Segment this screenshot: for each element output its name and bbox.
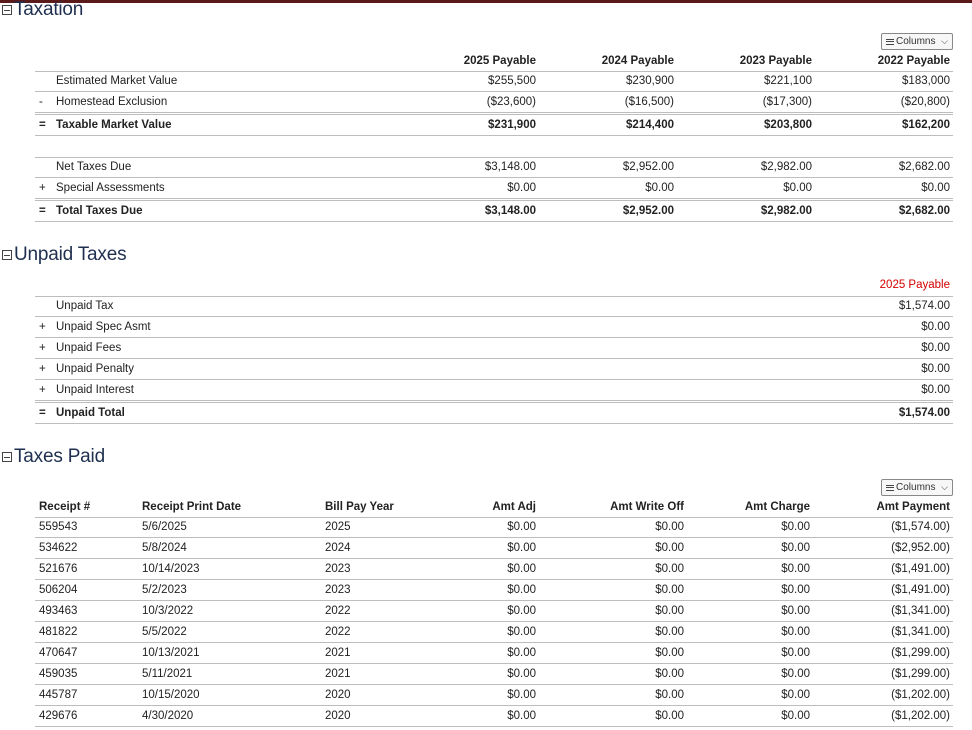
operator-symbol: = <box>39 205 46 217</box>
row-value: 10/14/2023 <box>142 563 200 575</box>
operator-symbol: - <box>39 96 43 108</box>
collapse-icon[interactable] <box>2 250 12 260</box>
row-value: $0.00 <box>781 542 810 554</box>
row-label: Special Assessments <box>56 182 165 194</box>
paid-column-header[interactable]: Amt Write Off <box>610 501 684 513</box>
row-value: $0.00 <box>655 689 684 701</box>
row-value: 2020 <box>325 689 351 701</box>
row-value: $0.00 <box>655 710 684 722</box>
row-value: $0.00 <box>781 584 810 596</box>
operator-symbol: + <box>39 363 46 375</box>
row-value: $0.00 <box>781 710 810 722</box>
row-value: $0.00 <box>655 668 684 680</box>
unpaid-column-header: 2025 Payable <box>879 279 950 291</box>
row-value: 429676 <box>39 710 78 722</box>
table-row <box>35 403 953 423</box>
row-value: 2022 <box>325 605 351 617</box>
row-value: ($2,952.00) <box>891 542 950 554</box>
row-value: 459035 <box>39 668 78 680</box>
row-value: 5/8/2024 <box>142 542 187 554</box>
row-value: ($17,300) <box>762 96 812 108</box>
row-value: $0.00 <box>781 626 810 638</box>
chevron-down-icon: ⌵ <box>941 36 948 46</box>
taxation-columns-button[interactable] <box>881 33 953 50</box>
table-row <box>35 178 953 198</box>
row-value: 506204 <box>39 584 78 596</box>
row-value: ($20,800) <box>900 96 950 108</box>
row-value: $0.00 <box>507 626 536 638</box>
row-label: Homestead Exclusion <box>56 96 168 108</box>
operator-symbol: + <box>39 182 46 194</box>
row-value: $230,900 <box>626 75 674 87</box>
taxation-title: Taxation <box>14 0 84 20</box>
row-value: $0.00 <box>781 689 810 701</box>
row-value: 534622 <box>39 542 78 554</box>
row-label: Total Taxes Due <box>56 205 143 217</box>
row-value: 10/3/2022 <box>142 605 194 617</box>
row-value: 445787 <box>39 689 78 701</box>
row-value: $0.00 <box>655 626 684 638</box>
paid-column-header[interactable]: Amt Adj <box>492 501 536 513</box>
row-value: $0.00 <box>921 321 950 333</box>
row-value: 5/5/2022 <box>142 626 187 638</box>
table-row <box>0 685 972 705</box>
table-row <box>35 317 953 337</box>
row-value: 2022 <box>325 626 351 638</box>
row-divider <box>35 112 953 113</box>
paid-section-header[interactable] <box>0 446 105 468</box>
row-value: $0.00 <box>921 342 950 354</box>
taxation-column-header[interactable]: 2023 Payable <box>739 55 812 67</box>
collapse-icon[interactable] <box>2 452 12 462</box>
row-value: 2024 <box>325 542 351 554</box>
operator-symbol: = <box>39 119 46 131</box>
taxation-section-header[interactable] <box>0 0 83 21</box>
table-row <box>0 664 972 684</box>
table-row <box>35 71 953 91</box>
row-divider <box>35 135 953 136</box>
row-value: $1,574.00 <box>898 407 950 419</box>
row-value: $2,682.00 <box>898 161 950 173</box>
table-row <box>0 601 972 621</box>
table-row <box>0 643 972 663</box>
unpaid-title: Unpaid Taxes <box>14 244 127 265</box>
row-value: $0.00 <box>921 363 950 375</box>
row-value: $0.00 <box>645 182 674 194</box>
table-row <box>35 92 953 112</box>
row-label: Unpaid Fees <box>56 342 122 354</box>
row-value: $0.00 <box>921 182 950 194</box>
row-divider <box>35 198 953 199</box>
columns-button-label: Columns <box>896 36 936 47</box>
paid-column-header[interactable]: Amt Payment <box>876 501 950 513</box>
operator-symbol: + <box>39 342 46 354</box>
taxation-column-header[interactable]: 2022 Payable <box>877 55 950 67</box>
row-value: 2021 <box>325 668 351 680</box>
row-value: $2,982.00 <box>760 161 812 173</box>
row-value: 10/15/2020 <box>142 689 200 701</box>
row-value: $0.00 <box>507 542 536 554</box>
table-row <box>0 559 972 579</box>
row-value: $0.00 <box>781 563 810 575</box>
paid-column-header[interactable]: Receipt Print Date <box>142 501 242 513</box>
row-label: Net Taxes Due <box>56 161 132 173</box>
paid-title: Taxes Paid <box>14 446 105 467</box>
row-value: ($1,202.00) <box>891 710 950 722</box>
row-label: Unpaid Tax <box>56 300 114 312</box>
unpaid-section-header[interactable] <box>0 244 126 266</box>
table-row <box>35 296 953 316</box>
row-value: $231,900 <box>488 119 536 131</box>
table-row <box>0 622 972 642</box>
list-icon <box>886 483 894 492</box>
row-value: 10/13/2021 <box>142 647 200 659</box>
row-value: $162,200 <box>902 119 950 131</box>
top-border <box>0 0 972 3</box>
row-value: $0.00 <box>655 605 684 617</box>
row-value: ($1,202.00) <box>891 689 950 701</box>
row-value: 5/11/2021 <box>142 668 193 680</box>
row-value: ($1,299.00) <box>891 668 950 680</box>
operator-symbol: = <box>39 407 46 419</box>
row-value: ($1,341.00) <box>891 626 950 638</box>
paid-column-header[interactable]: Bill Pay Year <box>325 501 394 513</box>
table-row <box>0 538 972 558</box>
row-value: 470647 <box>39 647 78 659</box>
row-value: $3,148.00 <box>484 161 536 173</box>
table-row <box>35 359 953 379</box>
row-value: $0.00 <box>507 584 536 596</box>
row-value: $0.00 <box>781 668 810 680</box>
row-value: $0.00 <box>781 521 810 533</box>
chevron-down-icon: ⌵ <box>941 482 948 492</box>
row-value: 521676 <box>39 563 78 575</box>
row-value: $0.00 <box>781 605 810 617</box>
row-value: ($23,600) <box>486 96 536 108</box>
row-value: $0.00 <box>655 542 684 554</box>
table-row <box>0 517 972 537</box>
table-row <box>0 580 972 600</box>
row-value: $2,682.00 <box>898 205 950 217</box>
row-value: $203,800 <box>764 119 812 131</box>
row-value: $255,500 <box>488 75 536 87</box>
paid-column-header[interactable]: Receipt # <box>39 501 91 513</box>
row-value: ($1,491.00) <box>891 563 950 575</box>
row-value: 2021 <box>325 647 351 659</box>
row-value: 493463 <box>39 605 78 617</box>
operator-symbol: + <box>39 321 46 333</box>
row-value: $0.00 <box>507 521 536 533</box>
row-value: $3,148.00 <box>484 205 536 217</box>
row-value: $0.00 <box>507 563 536 575</box>
row-value: $1,574.00 <box>898 300 950 312</box>
list-icon <box>886 37 894 46</box>
row-value: ($1,491.00) <box>891 584 950 596</box>
row-value: $0.00 <box>507 605 536 617</box>
row-value: 559543 <box>39 521 78 533</box>
row-value: $2,952.00 <box>622 161 674 173</box>
row-value: 481822 <box>39 626 78 638</box>
row-value: $221,100 <box>764 75 812 87</box>
columns-button-label: Columns <box>896 482 936 493</box>
taxation-column-header[interactable]: 2024 Payable <box>601 55 674 67</box>
table-row <box>35 157 953 177</box>
table-row <box>0 706 972 726</box>
row-value: ($16,500) <box>624 96 674 108</box>
table-row <box>35 380 953 400</box>
row-value: $2,982.00 <box>760 205 812 217</box>
row-value: ($1,341.00) <box>891 605 950 617</box>
row-divider <box>35 423 953 424</box>
row-value: $183,000 <box>902 75 950 87</box>
row-value: $0.00 <box>507 182 536 194</box>
paid-column-header[interactable]: Amt Charge <box>744 501 810 513</box>
row-value: $2,952.00 <box>622 205 674 217</box>
row-value: $0.00 <box>921 384 950 396</box>
row-value: 2025 <box>325 521 351 533</box>
row-divider <box>35 221 953 222</box>
collapse-icon[interactable] <box>2 5 12 15</box>
row-value: 2023 <box>325 584 351 596</box>
table-row <box>35 201 953 221</box>
row-value: ($1,574.00) <box>891 521 950 533</box>
row-value: $214,400 <box>626 119 674 131</box>
taxation-column-header[interactable]: 2025 Payable <box>463 55 536 67</box>
row-value: $0.00 <box>655 563 684 575</box>
row-value: $0.00 <box>655 584 684 596</box>
row-value: 5/2/2023 <box>142 584 187 596</box>
row-value: 2020 <box>325 710 351 722</box>
row-value: $0.00 <box>507 710 536 722</box>
row-divider <box>35 726 953 727</box>
row-label: Unpaid Spec Asmt <box>56 321 151 333</box>
operator-symbol: + <box>39 384 46 396</box>
row-divider <box>35 400 953 401</box>
row-value: ($1,299.00) <box>891 647 950 659</box>
row-value: $0.00 <box>783 182 812 194</box>
row-label: Unpaid Penalty <box>56 363 134 375</box>
row-label: Estimated Market Value <box>56 75 178 87</box>
row-value: $0.00 <box>507 668 536 680</box>
row-value: $0.00 <box>655 521 684 533</box>
row-value: $0.00 <box>781 647 810 659</box>
row-label: Unpaid Interest <box>56 384 134 396</box>
row-label: Taxable Market Value <box>56 119 172 131</box>
row-value: 5/6/2025 <box>142 521 187 533</box>
row-label: Unpaid Total <box>56 407 125 419</box>
row-value: $0.00 <box>507 647 536 659</box>
table-row <box>35 338 953 358</box>
paid-columns-button[interactable] <box>881 479 953 496</box>
table-row <box>35 115 953 135</box>
row-value: $0.00 <box>507 689 536 701</box>
row-value: $0.00 <box>655 647 684 659</box>
row-value: 2023 <box>325 563 351 575</box>
row-value: 4/30/2020 <box>142 710 194 722</box>
